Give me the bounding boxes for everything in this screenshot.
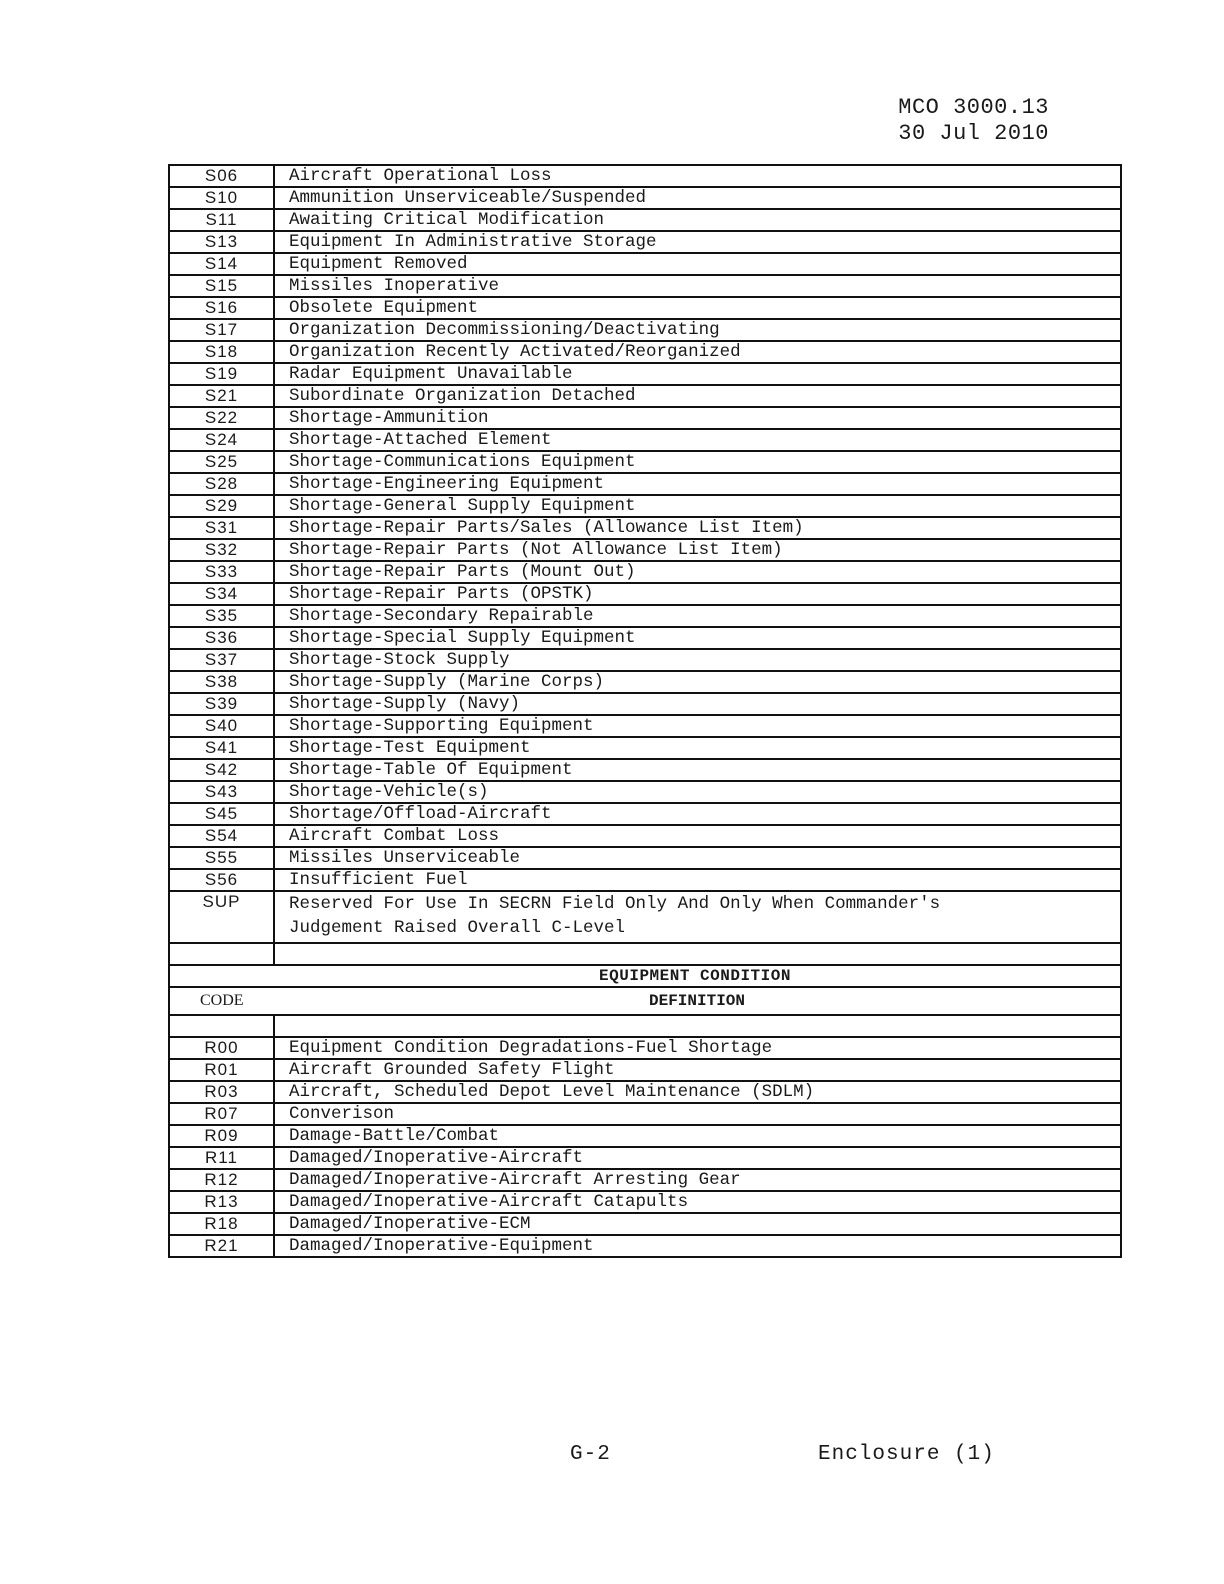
code-cell: S33: [169, 561, 274, 583]
definition-cell: Aircraft Grounded Safety Flight: [274, 1059, 1121, 1081]
definition-cell: Shortage-Special Supply Equipment: [274, 627, 1121, 649]
table-row: [169, 561, 1121, 583]
code-cell: S35: [169, 605, 274, 627]
code-cell: S32: [169, 539, 274, 561]
table-row: [169, 715, 1121, 737]
table-row: [169, 319, 1121, 341]
code-cell: S06: [169, 165, 274, 187]
definition-cell: Damaged/Inoperative-Aircraft: [274, 1147, 1121, 1169]
table-row: [169, 649, 1121, 671]
code-cell: R12: [169, 1169, 274, 1191]
definition-cell: [274, 891, 1121, 943]
definition-cell: Subordinate Organization Detached: [274, 385, 1121, 407]
definition-cell: Shortage-Secondary Repairable: [274, 605, 1121, 627]
table-row-sup: [169, 891, 1121, 943]
code-cell: R21: [169, 1235, 274, 1257]
code-cell: S29: [169, 495, 274, 517]
definition-cell: Shortage-Stock Supply: [274, 649, 1121, 671]
code-cell: S37: [169, 649, 274, 671]
column-header-row: [169, 987, 1121, 1015]
document-date: 30 Jul 2010: [898, 121, 1049, 146]
code-cell: S11: [169, 209, 274, 231]
definition-cell: Aircraft Operational Loss: [274, 165, 1121, 187]
table-row: [169, 385, 1121, 407]
definition-cell: Awaiting Critical Modification: [274, 209, 1121, 231]
definition-cell: Shortage-Attached Element: [274, 429, 1121, 451]
code-cell: S41: [169, 737, 274, 759]
code-cell: S19: [169, 363, 274, 385]
table-row: [169, 803, 1121, 825]
code-cell: R09: [169, 1125, 274, 1147]
code-cell: S25: [169, 451, 274, 473]
table-row: [169, 1235, 1121, 1257]
code-cell: S18: [169, 341, 274, 363]
table-row: [169, 693, 1121, 715]
table-row: [169, 781, 1121, 803]
definition-line-2: Judgement Raised Overall C-Level: [289, 918, 626, 938]
table-row: [169, 1213, 1121, 1235]
definition-cell: Equipment Condition Degradations-Fuel Shortage: [274, 1037, 1121, 1059]
code-cell: S56: [169, 869, 274, 891]
table-row: [169, 341, 1121, 363]
table-row: [169, 869, 1121, 891]
definition-cell: Obsolete Equipment: [274, 297, 1121, 319]
table-row: [169, 297, 1121, 319]
definition-cell: Missiles Inoperative: [274, 275, 1121, 297]
table-row: [169, 451, 1121, 473]
r-codes-body: [169, 1037, 1121, 1257]
table-row: [169, 825, 1121, 847]
table-row: [169, 847, 1121, 869]
definition-cell: Damaged/Inoperative-Aircraft Arresting Gear: [274, 1169, 1121, 1191]
s-codes-body: [169, 165, 1121, 891]
code-cell: S55: [169, 847, 274, 869]
codes-table: [168, 164, 1122, 1258]
document-header: [898, 95, 1049, 147]
code-cell: R18: [169, 1213, 274, 1235]
code-cell: S36: [169, 627, 274, 649]
code-cell: S38: [169, 671, 274, 693]
definition-cell: Shortage-Repair Parts (OPSTK): [274, 583, 1121, 605]
definition-cell: Shortage-Test Equipment: [274, 737, 1121, 759]
definition-cell: Radar Equipment Unavailable: [274, 363, 1121, 385]
table-row: [169, 627, 1121, 649]
section-title: EQUIPMENT CONDITION: [169, 965, 1121, 987]
table-row: [169, 1103, 1121, 1125]
code-cell: R07: [169, 1103, 274, 1125]
code-cell: R00: [169, 1037, 274, 1059]
table-spacer-row: [169, 943, 1121, 965]
codes-table-container: [168, 164, 1120, 1258]
code-cell: R01: [169, 1059, 274, 1081]
definition-cell: Organization Recently Activated/Reorganized: [274, 341, 1121, 363]
definition-cell: Shortage-Supply (Navy): [274, 693, 1121, 715]
definition-cell: Shortage-Repair Parts (Not Allowance List Item): [274, 539, 1121, 561]
table-row: [169, 1037, 1121, 1059]
table-row: [169, 1191, 1121, 1213]
definition-cell: Insufficient Fuel: [274, 869, 1121, 891]
code-cell: S54: [169, 825, 274, 847]
empty-cell: [169, 1015, 274, 1037]
table-row: [169, 1147, 1121, 1169]
code-cell: S13: [169, 231, 274, 253]
definition-cell: Organization Decommissioning/Deactivating: [274, 319, 1121, 341]
code-cell: S10: [169, 187, 274, 209]
definition-cell: Shortage-Repair Parts/Sales (Allowance List Item): [274, 517, 1121, 539]
table-row: [169, 275, 1121, 297]
empty-cell: [274, 1015, 1121, 1037]
code-cell: R11: [169, 1147, 274, 1169]
definition-cell: Damaged/Inoperative-Equipment: [274, 1235, 1121, 1257]
code-cell: S24: [169, 429, 274, 451]
code-cell: S22: [169, 407, 274, 429]
definition-cell: Shortage-Supply (Marine Corps): [274, 671, 1121, 693]
table-row: [169, 605, 1121, 627]
code-column-header: CODE: [169, 987, 274, 1015]
table-row: [169, 517, 1121, 539]
table-row: [169, 209, 1121, 231]
table-row: [169, 495, 1121, 517]
code-cell: S40: [169, 715, 274, 737]
table-row: [169, 1081, 1121, 1103]
definition-cell: Equipment Removed: [274, 253, 1121, 275]
code-cell: SUP: [169, 891, 274, 943]
table-row: [169, 473, 1121, 495]
page-number: G-2: [570, 1443, 611, 1466]
table-row: [169, 583, 1121, 605]
enclosure-label: Enclosure (1): [818, 1443, 995, 1466]
definition-cell: Damaged/Inoperative-ECM: [274, 1213, 1121, 1235]
definition-cell: Damaged/Inoperative-Aircraft Catapults: [274, 1191, 1121, 1213]
definition-cell: Shortage-Table Of Equipment: [274, 759, 1121, 781]
table-row: [169, 231, 1121, 253]
definition-cell: Shortage-Supporting Equipment: [274, 715, 1121, 737]
code-cell: S34: [169, 583, 274, 605]
code-cell: S28: [169, 473, 274, 495]
definition-cell: Equipment In Administrative Storage: [274, 231, 1121, 253]
code-cell: R03: [169, 1081, 274, 1103]
code-cell: R13: [169, 1191, 274, 1213]
definition-line-1: Reserved For Use In SECRN Field Only And Only When Commander's: [289, 894, 941, 914]
definition-cell: Damage-Battle/Combat: [274, 1125, 1121, 1147]
table-row: [169, 165, 1121, 187]
code-cell: S31: [169, 517, 274, 539]
definition-cell: Shortage-Repair Parts (Mount Out): [274, 561, 1121, 583]
table-row: [169, 671, 1121, 693]
code-cell: S43: [169, 781, 274, 803]
definition-cell: Shortage-General Supply Equipment: [274, 495, 1121, 517]
definition-cell: Shortage-Engineering Equipment: [274, 473, 1121, 495]
definition-cell: Shortage-Vehicle(s): [274, 781, 1121, 803]
definition-cell: Aircraft, Scheduled Depot Level Maintenance (SDLM): [274, 1081, 1121, 1103]
table-row: [169, 759, 1121, 781]
definition-column-header: DEFINITION: [274, 987, 1121, 1015]
code-cell: S21: [169, 385, 274, 407]
empty-cell: [274, 943, 1121, 965]
definition-cell: Aircraft Combat Loss: [274, 825, 1121, 847]
table-row: [169, 737, 1121, 759]
document-number: MCO 3000.13: [898, 95, 1049, 120]
table-row: [169, 1059, 1121, 1081]
definition-cell: Shortage-Ammunition: [274, 407, 1121, 429]
definition-cell: Missiles Unserviceable: [274, 847, 1121, 869]
table-spacer-row: [169, 1015, 1121, 1037]
definition-cell: Ammunition Unserviceable/Suspended: [274, 187, 1121, 209]
code-cell: S14: [169, 253, 274, 275]
code-cell: S45: [169, 803, 274, 825]
section-title-row: [169, 965, 1121, 987]
code-cell: S39: [169, 693, 274, 715]
table-row: [169, 407, 1121, 429]
empty-cell: [169, 943, 274, 965]
definition-cell: Converison: [274, 1103, 1121, 1125]
table-row: [169, 187, 1121, 209]
definition-cell: Shortage-Communications Equipment: [274, 451, 1121, 473]
code-cell: S15: [169, 275, 274, 297]
code-cell: S16: [169, 297, 274, 319]
table-row: [169, 539, 1121, 561]
sup-body: [169, 891, 1121, 1037]
table-row: [169, 253, 1121, 275]
table-row: [169, 429, 1121, 451]
table-row: [169, 1169, 1121, 1191]
definition-cell: Shortage/Offload-Aircraft: [274, 803, 1121, 825]
table-row: [169, 363, 1121, 385]
code-cell: S42: [169, 759, 274, 781]
code-cell: S17: [169, 319, 274, 341]
table-row: [169, 1125, 1121, 1147]
